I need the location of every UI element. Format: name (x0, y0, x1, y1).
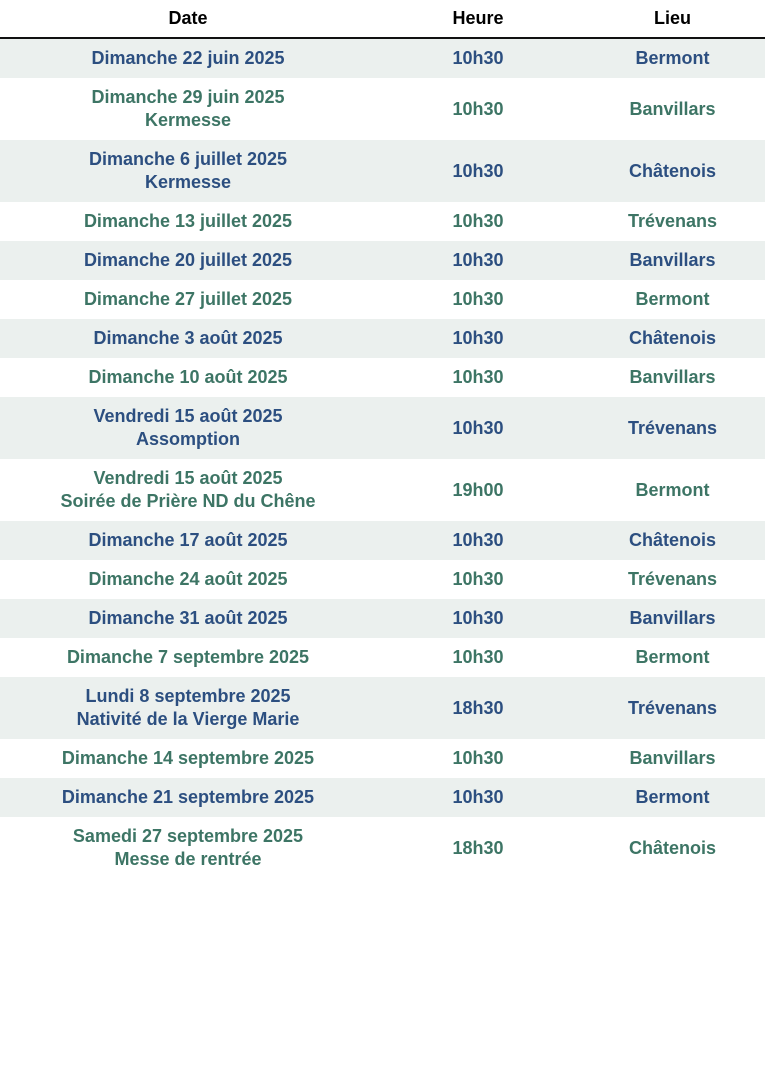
cell-heure: 18h30 (452, 697, 504, 718)
table-row (0, 140, 765, 202)
cell-lieu: Trévenans (627, 569, 718, 589)
cell-lieu: Châtenois (628, 837, 716, 858)
cell-heure: 10h30 (452, 530, 504, 550)
cell-lieu: Bermont (635, 48, 710, 68)
table-row (0, 319, 765, 358)
date-text: Dimanche 3 août 2025 (93, 328, 283, 348)
table-row (0, 202, 765, 241)
cell-heure: 10h30 (452, 417, 504, 438)
cell-date (0, 148, 376, 194)
cell-heure: 10h30 (452, 367, 504, 387)
cell-heure: 10h30 (452, 160, 504, 181)
table-row (0, 241, 765, 280)
cell-heure: 10h30 (452, 569, 504, 589)
date-text: Dimanche 20 juillet 2025 (83, 250, 293, 270)
table-row (0, 280, 765, 319)
date-text: Dimanche 7 septembre 2025 (66, 647, 310, 667)
table-row (0, 459, 765, 521)
cell-heure: 10h30 (452, 748, 504, 768)
cell-lieu: Châtenois (628, 160, 716, 181)
cell-date (0, 568, 376, 591)
cell-lieu: Châtenois (628, 530, 716, 550)
header-date: Date (168, 8, 208, 28)
cell-lieu: Banvillars (629, 608, 716, 628)
table-row (0, 638, 765, 677)
cell-heure: 10h30 (452, 647, 504, 667)
cell-date (0, 646, 376, 669)
table-row (0, 677, 765, 739)
date-text: Dimanche 21 septembre 2025 (61, 787, 315, 807)
header-lieu: Lieu (653, 8, 691, 28)
cell-lieu: Banvillars (629, 748, 716, 768)
date-text: Dimanche 13 juillet 2025 (83, 211, 293, 231)
cell-lieu: Trévenans (627, 417, 718, 438)
cell-heure: 10h30 (452, 48, 504, 68)
cell-heure: 10h30 (452, 608, 504, 628)
date-text: Dimanche 14 septembre 2025 (61, 748, 315, 768)
table-row (0, 560, 765, 599)
cell-date (0, 366, 376, 389)
cell-heure: 10h30 (452, 787, 504, 807)
cell-heure: 10h30 (452, 98, 504, 119)
table-row (0, 599, 765, 638)
cell-date (0, 825, 376, 871)
date-text: Dimanche 22 juin 2025 (91, 48, 285, 68)
cell-lieu: Bermont (635, 479, 710, 500)
header-heure: Heure (452, 8, 504, 28)
cell-date (0, 685, 376, 731)
cell-lieu: Bermont (635, 289, 710, 309)
table-row (0, 817, 765, 879)
table-row (0, 78, 765, 140)
cell-heure: 18h30 (452, 837, 504, 858)
cell-date (0, 47, 376, 70)
cell-date (0, 747, 376, 770)
date-text: Vendredi 15 août 2025 (93, 468, 283, 488)
cell-heure: 10h30 (452, 328, 504, 348)
cell-date (0, 327, 376, 350)
occasion-text: Nativité de la Vierge Marie (76, 709, 300, 729)
table-row (0, 397, 765, 459)
cell-date (0, 467, 376, 513)
cell-lieu: Bermont (635, 787, 710, 807)
table-row (0, 739, 765, 778)
date-text: Dimanche 24 août 2025 (88, 569, 288, 589)
cell-lieu: Banvillars (629, 367, 716, 387)
cell-lieu: Châtenois (628, 328, 716, 348)
cell-heure: 19h00 (452, 479, 504, 500)
occasion-text: Kermesse (144, 172, 232, 192)
date-text: Lundi 8 septembre 2025 (85, 686, 291, 706)
cell-date (0, 786, 376, 809)
occasion-text: Assomption (135, 429, 240, 449)
date-text: Dimanche 10 août 2025 (88, 367, 288, 387)
date-text: Vendredi 15 août 2025 (93, 406, 283, 426)
cell-date (0, 288, 376, 311)
occasion-text: Messe de rentrée (114, 849, 262, 869)
cell-lieu: Trévenans (627, 211, 718, 231)
table-row (0, 358, 765, 397)
date-text: Dimanche 29 juin 2025 (91, 87, 285, 107)
table-header (0, 0, 765, 39)
table-row (0, 778, 765, 817)
cell-heure: 10h30 (452, 211, 504, 231)
cell-date (0, 249, 376, 272)
date-text: Samedi 27 septembre 2025 (72, 826, 304, 846)
table-row (0, 521, 765, 560)
cell-date (0, 405, 376, 451)
cell-date (0, 529, 376, 552)
cell-lieu: Bermont (635, 647, 710, 667)
cell-lieu: Banvillars (629, 250, 716, 270)
date-text: Dimanche 6 juillet 2025 (88, 149, 288, 169)
date-text: Dimanche 17 août 2025 (88, 530, 288, 550)
cell-date (0, 210, 376, 233)
cell-date (0, 607, 376, 630)
table-row (0, 39, 765, 78)
cell-lieu: Trévenans (627, 697, 718, 718)
date-text: Dimanche 27 juillet 2025 (83, 289, 293, 309)
occasion-text: Soirée de Prière ND du Chêne (60, 491, 316, 511)
occasion-text: Kermesse (144, 110, 232, 130)
table-body (0, 39, 765, 879)
cell-date (0, 86, 376, 132)
cell-heure: 10h30 (452, 289, 504, 309)
cell-lieu: Banvillars (629, 98, 716, 119)
date-text: Dimanche 31 août 2025 (88, 608, 288, 628)
cell-heure: 10h30 (452, 250, 504, 270)
